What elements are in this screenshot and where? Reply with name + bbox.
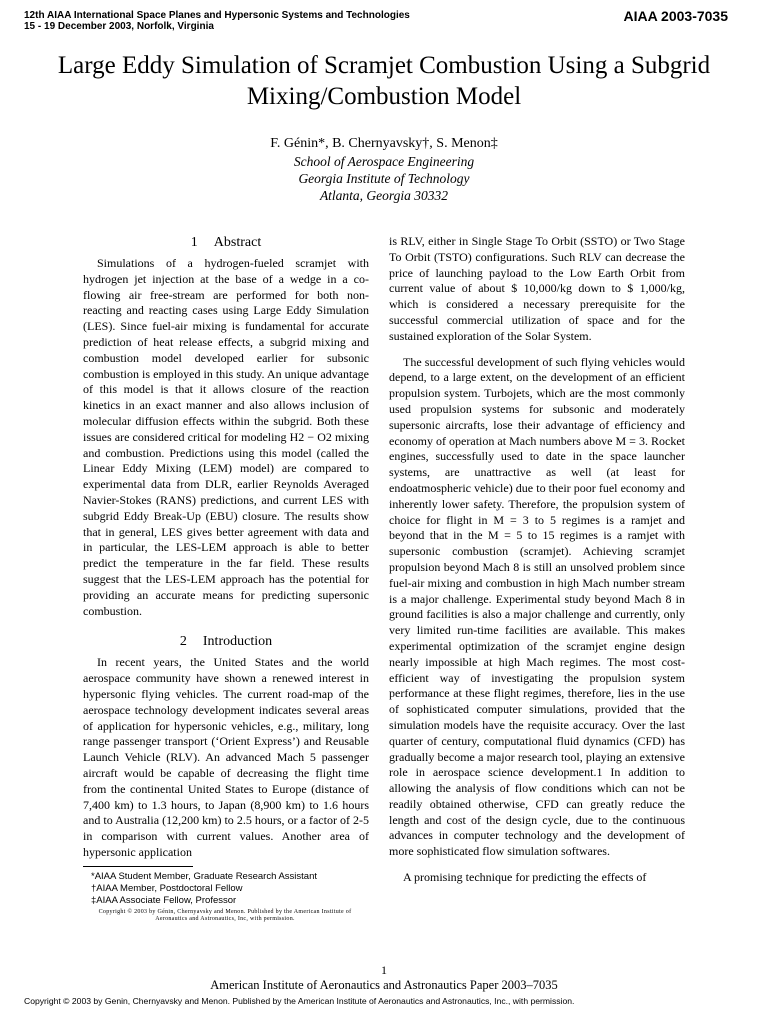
intro-paragraph-3-start: A promising technique for predicting the effects of — [403, 870, 647, 885]
journal-footer: American Institute of Aeronautics and Astronautics Paper 2003–7035 — [210, 978, 558, 992]
affiliation — [40, 153, 728, 204]
author-list: F. Génin*, B. Chernyavsky†, S. Menon‡ — [270, 136, 498, 151]
bottom-copyright: Copyright © 2003 by Genin, Chernyavsky and Menon. Published by the American Institute of Aeronautics and Astronautics, Inc., with permission. — [24, 996, 575, 1006]
abstract-title: Abstract — [213, 235, 262, 250]
page-number: 1 — [381, 963, 387, 977]
left-column — [83, 234, 369, 861]
footnote-divider — [83, 866, 193, 867]
abstract-number: 1 — [190, 235, 198, 250]
abstract-heading — [83, 234, 369, 252]
introduction-number: 2 — [179, 634, 187, 650]
footnote-3: ‡AIAA Associate Fellow, Professor — [91, 895, 237, 906]
intro-paragraph-2: The successful development of such flying vehicles would depend, to a large extent, on the development of an efficient propulsion system. Turbojets, which are the most commonly used propulsion systems for subsonic and moderately supersonic aircrafts, lose their advantage of efficiency and economy of operation at Mach numbers above M = 3. Rocket engines, successfully used to date in the space launcher systems, are unattractive as well (at least for endoatmospheric vehicle) due to their poor fuel economy and inherently lower safety. Therefore, the propulsion system of choice for flight in M = 3 to 5 regimes is a ramjet and beyond that in the M = 5 to 15 regimes is a ramjet with supersonic combustion (scramjet). Achieving scramjet propulsion beyond Mach 8 is still an unsolved problem since fuel-air mixing and combustion in high Mach number stream is a major challenge. Experimental study beyond Mach 8 in ground facilities is also a major challenge and currently, only very limited run-time facilities are available. This makes experimental optimization of the scramjet engine design nearly impossible at high Mach regimes. The most cost-efficient way of investigating the propulsion system performance at these flight regimes, therefore, lies in the use of sophisticated computer simulations, provided that the simulation models have the requisite accuracy. Over the last quarter of century, computational fluid dynamics (CFD) has gradually become a major research tool, playing an extensive role in aerospace science development.1 In addition to allowing the analysis of flow conditions which can not be readily obtained otherwise, CFD can greatly reduce the length and cost of the design cycle, due to the continuous advances in computer technology and the development of more sophisticated flow simulation softwares. — [389, 354, 685, 859]
footnote-copyright: Copyright © 2003 by Génin, Chernyavsky and Menon. Published by the American Institute of Aeronautics and Astronautics, Inc, with permission. — [98, 909, 352, 922]
paper-id: AIAA 2003-7035 — [623, 8, 728, 24]
right-column — [389, 234, 685, 886]
paper-title: Large Eddy Simulation of Scramjet Combustion Using a Subgrid Mixing/Combustion Model — [57, 52, 711, 110]
abstract-text: Simulations of a hydrogen-fueled scramjet with hydrogen jet injection at the base of a wedge in a co-flowing air free-stream are performed for both non-reacting and reacting cases using Large Eddy Simulation (LES). Since fuel-air mixing is fundamental for accurate prediction of heat release effects, a subgrid mixing and combustion model developed earlier for subsonic combustion is employed in this study. An unique advantage of this model is that it allows closure of the reaction kinetics in an exact manner and also allows inclusion of molecular diffusion effects within the subgrid. Both these issues are considered critical for modeling H2 − O2 mixing and combustion. Predictions using this model (called the Linear Eddy Mixing (LEM) model) are compared to experimental data from DLR, earlier Reynolds Averaged Navier-Stokes (RANS) predictions, and current LES with subgrid Eddy Break-Up (EBU) closure. The results show that in general, LES gives better agreement with data and in particular, the LES-LEM approach is able to better predict the temperature in the far field. These results suggest that the LES-LEM approach has the potential for providing an accurate means for predicting supersonic combustion. — [83, 256, 369, 618]
conference-name: 12th AIAA International Space Planes and Hypersonic Systems and Technologies — [24, 10, 410, 21]
affiliation-location: Atlanta, Georgia 30332 — [319, 188, 449, 203]
affiliation-school: School of Aerospace Engineering — [293, 154, 475, 169]
conference-header — [24, 10, 410, 32]
footnote-2: †AIAA Member, Postdoctoral Fellow — [91, 883, 243, 894]
affiliation-institute: Georgia Institute of Technology — [298, 171, 470, 186]
introduction-title: Introduction — [202, 634, 273, 650]
footnotes — [85, 871, 365, 923]
intro-paragraph-1: In recent years, the United States and the world aerospace community have shown a renewed interest in hypersonic flying vehicles. The current road-map of the aerospace technology development indicates several areas of application for hypersonic vehicles, e.g., military, long range passenger transport (‘Orient Express’) and Reusable Launch Vehicle (RLV). An advanced Mach 5 passenger aircraft would be capable of decreasing the flight time from the continental United States to Europe (distance of 7,400 km) to 1.3 hours, to Japan (8,900 km) to 1.6 hours and to Australia (12,200 km) to 2.5 hours, or a factor of 2-5 in comparison with current values. Another area of hypersonic application — [83, 655, 369, 859]
intro-paragraph-1-continued: is RLV, either in Single Stage To Orbit (SSTO) or Two Stage To Orbit (TSTO) configurations. Such RLV can decrease the price of launching payload to the Low Earth Orbit from current value of about $ 10,000/kg down to $ 1,000/kg, which is considered a necessary prerequisite for the successful commercial utilization of space and for the sustained exploration of the Solar System. — [389, 234, 685, 343]
conference-dates: 15 - 19 December 2003, Norfolk, Virginia — [24, 21, 214, 32]
introduction-heading — [83, 633, 369, 651]
footnote-1: *AIAA Student Member, Graduate Research Assistant — [91, 871, 318, 882]
